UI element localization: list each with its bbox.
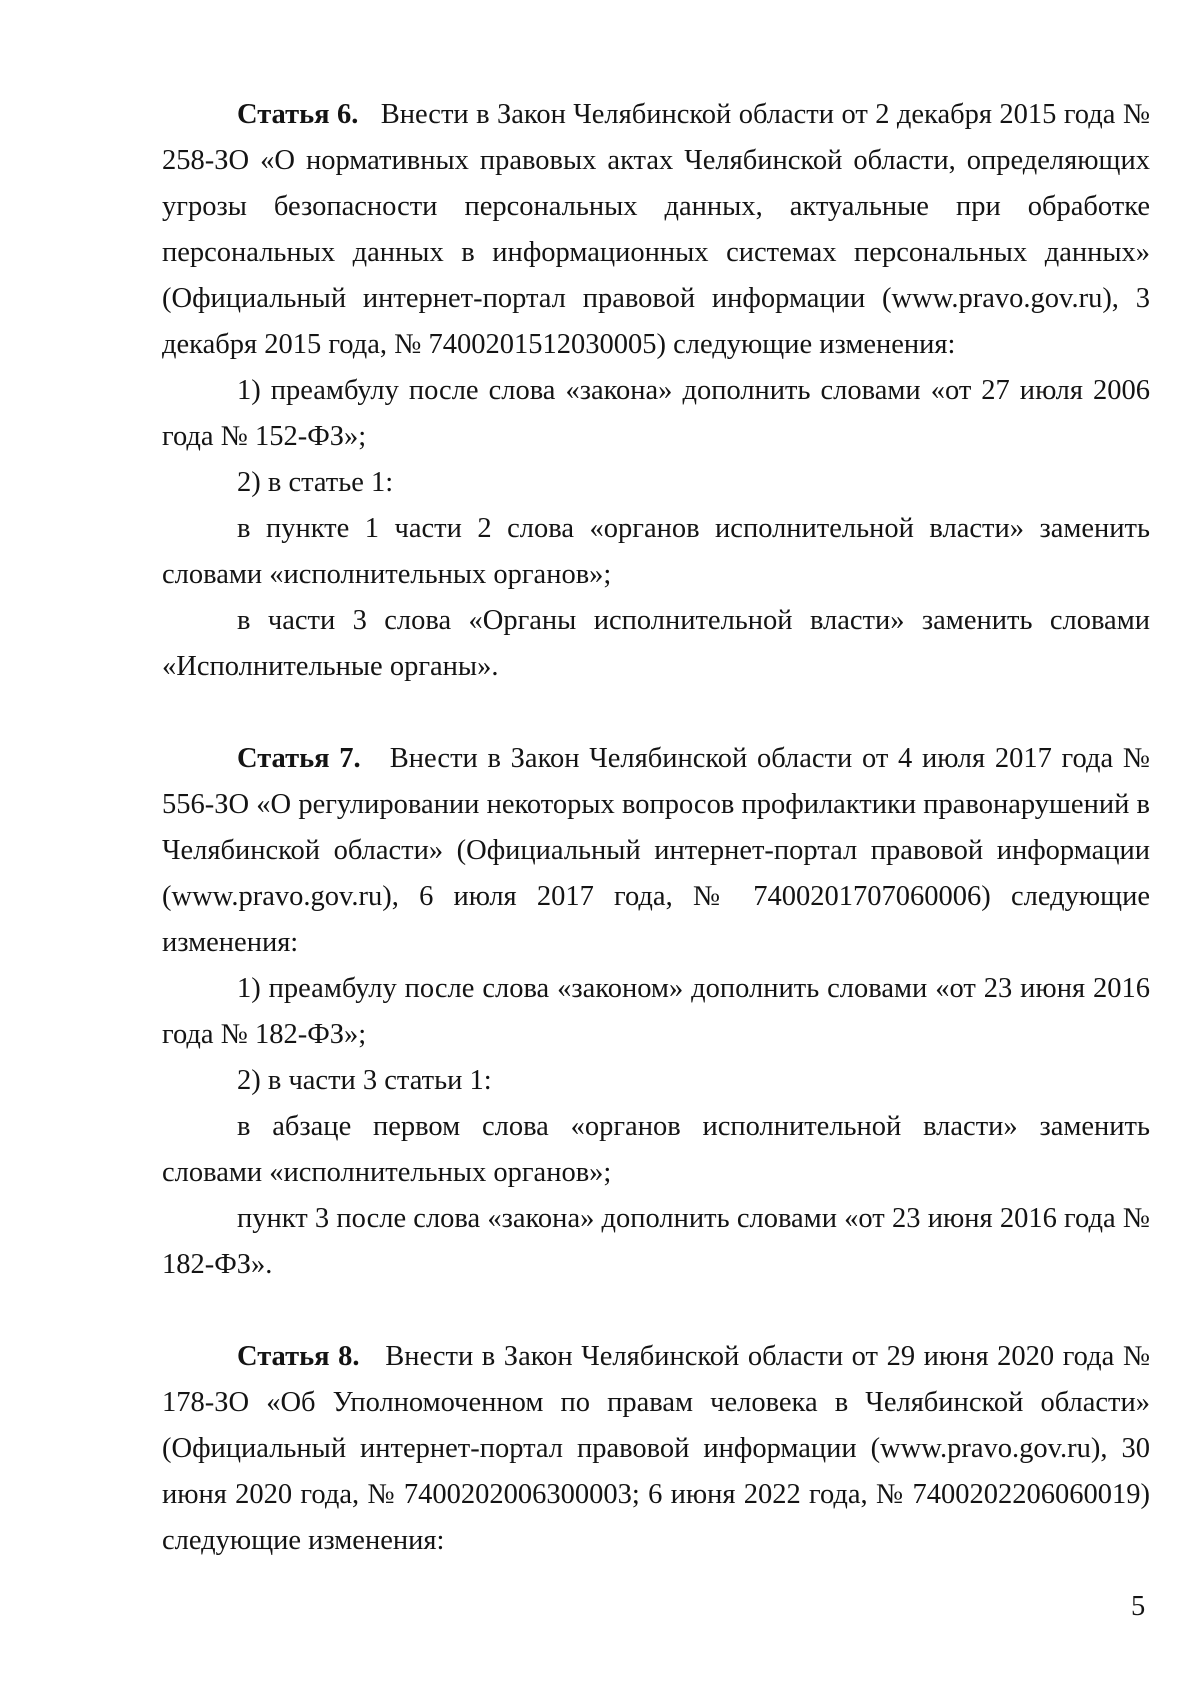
- article-6-intro-text: Внести в Закон Челябинской области от 2 декабря 2015 года № 258-ЗО «О нормативных правовых актах Челябинской области, определяющих угрозы безопасности персональных данных, актуальные при обработке персональных данных в информационных системах персональных данных» (Официальный интернет-портал правовой информации (www.pravo.gov.ru), 3 декабря 2015 года, № 7400201512030005) следующие изменения:: [162, 99, 1151, 360]
- article-6-item-3: в пункте 1 части 2 слова «органов исполнительной власти» заменить словами «исполнительных органов»;: [162, 513, 1150, 590]
- article-7-item-4: пункт 3 после слова «закона» дополнить словами «от 23 июня 2016 года № 182-ФЗ».: [162, 1203, 1150, 1280]
- article-spacer: [162, 1288, 1150, 1334]
- article-7-item-1: 1) преамбулу после слова «законом» дополнить словами «от 23 июня 2016 года № 182-ФЗ»;: [162, 973, 1150, 1050]
- article-6-intro: [162, 92, 1150, 368]
- page-number: 5: [1131, 1591, 1146, 1622]
- document-body: [162, 92, 1150, 1564]
- article-6-item-4: в части 3 слова «Органы исполнительной власти» заменить словами «Исполнительные органы».: [162, 605, 1150, 682]
- article-8-intro-text: Внести в Закон Челябинской области от 29 июня 2020 года № 178-ЗО «Об Уполномоченном по правам человека в Челябинской области» (Официальный интернет-портал правовой информации (www.pravo.gov.ru), 30 июня 2020 года, № 7400202006300003; 6 июня 2022 года, № 7400202206060019) следующие изменения:: [162, 1341, 1151, 1556]
- article-7-label: Статья 7.: [237, 743, 361, 774]
- article-spacer: [162, 690, 1150, 736]
- article-7-item-2: 2) в части 3 статьи 1:: [237, 1065, 492, 1096]
- article-8-intro: [162, 1334, 1150, 1564]
- article-6-label: Статья 6.: [237, 99, 359, 130]
- article-7-intro-text: Внести в Закон Челябинской области от 4 июля 2017 года № 556-ЗО «О регулировании некоторых вопросов профилактики правонарушений в Челябинской области» (Официальный интернет-портал правовой информации (www.pravo.gov.ru), 6 июля 2017 года, № 7400201707060006) следующие изменения:: [162, 743, 1151, 958]
- article-6-item-2: 2) в статье 1:: [237, 467, 394, 498]
- article-6-item-1: 1) преамбулу после слова «закона» дополнить словами «от 27 июля 2006 года № 152-ФЗ»;: [162, 375, 1150, 452]
- article-7-item-3: в абзаце первом слова «органов исполнительной власти» заменить словами «исполнительных органов»;: [162, 1111, 1150, 1188]
- article-8-label: Статья 8.: [237, 1341, 360, 1372]
- article-7-intro: [162, 736, 1150, 966]
